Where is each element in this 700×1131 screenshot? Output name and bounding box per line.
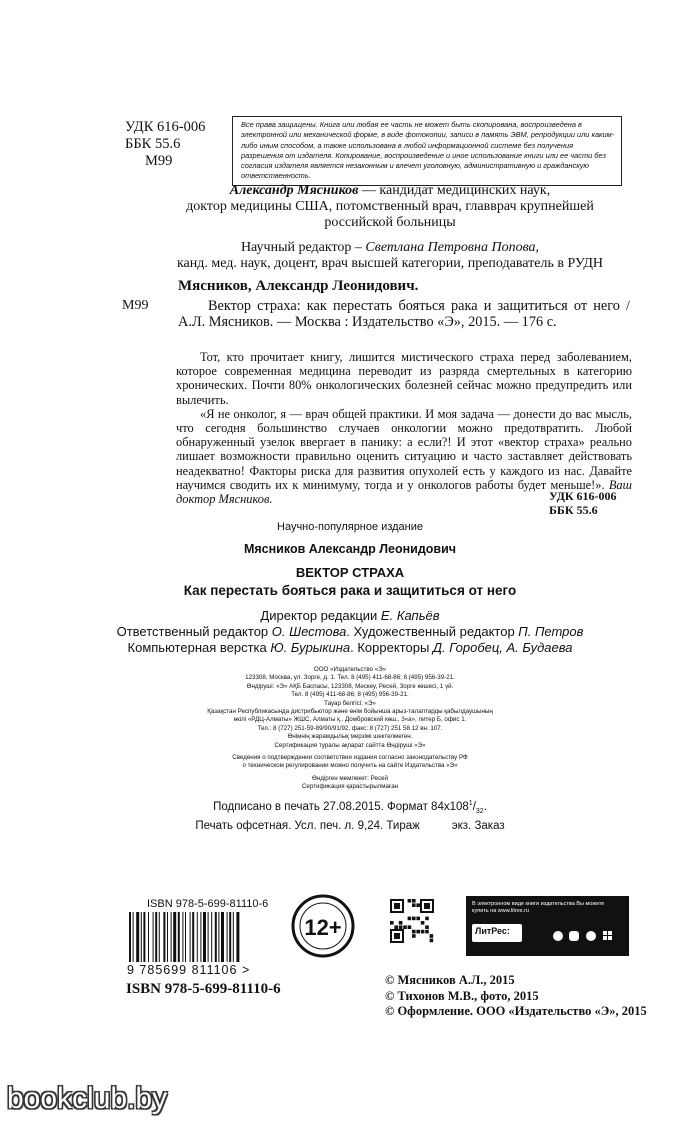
publisher-info: ООО «Издательство «Э» 123308, Москва, ул. Зорге, д. 1. Тел. 8 (495) 411-68-86; 8 (495) 956-39-21. Өндіруші: «Э» АҚБ Баспасы, 123308, Мәскеу, Ресей, Зорге көшесі, 1 үй. Тел. 8 (495) 411-68-86; 8 (495) 956-39-21. Тауар белгісі: «Э» Қазақстан Республикасында дистрибьютор және өнім бойынша арыз-талаптарды қабылдаушының өкілі «РДЦ-Алматы» ЖШС, Алматы қ., Домбровский көш., 3«а», литер Б, офис 1. Тел.: 8 (727) 251-59-89/90/91/92, факс: 8 (727) 251 58 12 вн. 107. Өнімнің жарамдылық мерзімі шектелмеген. Сертификация туралы ақпарат сайтта Өндіруші «Э» Сведения о подтверждении соответствия издания согласно законодательству РФ о техническом регулировании можно получить на сайте Издательства «Э» Өндірген мемлекет: Ресей Сертификация қарастырылмаған [207,666,493,791]
isbn-small: ISBN 978-5-699-81110-6 [147,898,269,910]
windows-phone-icon [586,931,596,941]
age-rating-icon [290,893,356,959]
copyright-line: © Тихонов М.В., фото, 2015 [385,988,539,1003]
barcode-bar [136,912,139,962]
litres-banner[interactable] [466,896,629,956]
barcode-bar [211,912,212,962]
udk-code: УДК 616-006 [125,119,206,135]
barcode-bar [227,912,228,962]
barcode-bar [215,912,217,962]
barcode-bar [208,912,209,962]
barcode-bar [190,912,191,962]
catalog-heading: Мясников, Александр Леонидович. [178,278,419,294]
catalog-text: Вектор страха: как перестать бояться рака и защититься от него / А.Л. Мясников. — Москва : Издательство «Э», 2015. — 176 с. [178,298,630,330]
qr-code [384,893,440,958]
barcode-bar [171,912,172,962]
barcode-bar [236,912,239,962]
barcode-bar [178,912,180,962]
annotation-signature: Ваш доктор Мясников. [176,477,632,507]
age-rating-text: 12+ [304,915,342,940]
barcode-bar [159,912,160,962]
barcode-bar [192,912,194,962]
author-mark: М99 [145,153,173,169]
udk-block-bottom: УДК 616-006 ББК 55.6 [549,489,617,517]
barcode-graphic [127,912,267,962]
print-info: Подписано в печать 27.08.2015. Формат $84х108^1/_{32}$. Печать офсетная. Усл. печ. л. 9,24. Тираж экз. Заказ [195,800,505,833]
qr-code-icon [384,893,440,953]
barcode-bar [218,912,219,962]
copyright-line: © Оформление. ООО «Издательство «Э», 2015 [385,1004,647,1018]
author-full-name: Мясников Александр Леонидович [243,542,457,556]
barcode-bar [155,912,157,962]
staff-credits: Директор редакции Е. Капьёв Ответственный редактор О. Шестова. Художественный редактор П. Петров Компьютерная верстка Ю. Бурыкина. Корректоры Д. Горобец, А. Будаева [116,608,584,655]
book-title: ВЕКТОР СТРАХА [295,565,405,580]
barcode-bar [143,912,145,962]
annotation-paragraph-2: «Я не онколог, я — врач общей практики. И моя задача — донести до вас мысль, что сегодня большинство случаев онкологии можно предотвратить. Любой обнаруженный узелок ввергает в панику: а если?! И этот «вектор страха» реально лишает возможности правильно оценить ситуацию и часто заставляет действовать неадекватно! Факторы риска для развития опухолей есть у каждого из нас. Давайте научимся сводить их к минимуму, тогда и у онкологов работы будет меньше!». Ваш доктор Мясников. [176,406,632,507]
isbn-large: ISBN 978-5-699-81110-6 [126,981,281,997]
age-rating-badge [290,893,356,964]
barcode-bar [167,912,168,962]
editor-name: Светлана Петровна Попова, [365,240,540,255]
android-icon [569,931,579,941]
barcode [127,912,267,967]
barcode-digits: 9 785699 811106 > [127,963,251,977]
barcode-bar [163,912,165,962]
annotation [176,350,632,506]
copyright-block [385,973,647,1020]
barcode-bar [182,912,183,962]
barcode-bar [153,912,154,962]
apple-icon [553,931,563,941]
barcode-bar [229,912,231,962]
barcode-bar [129,912,131,962]
rights-notice: Все права защищены. Книга или любая ее часть не может быть скопирована, воспроизведена в электронной или механической форме, в виде фотокопии, записи в память ЭВМ, репродукции или каким-либо иным способом, а также использована в любой информационной системе без получения разрешения от издателя. Копирование, воспроизведение и иное использование книги или ее части без согласия издателя является незаконным и влечет уголовную, административную и гражданскую ответственность. [232,116,622,186]
barcode-bar [148,912,149,962]
barcode-bar [133,912,134,962]
litres-logo: ЛитРес: [472,924,522,942]
catalog-code: М99 [122,298,149,313]
edition-type: Научно-популярное издание [277,521,423,533]
udk-block-top [125,119,205,170]
bbk-code: ББК 55.6 [125,136,181,152]
litres-text: В электронном виде книги издательства Вы можете купить на www.litres.ru [472,901,605,914]
author-name: Александр Мясников [229,183,359,198]
barcode-bar [233,912,234,962]
barcode-bar [173,912,176,962]
scientific-editor: Научный редактор – Светлана Петровна Попова, канд. мед. наук, доцент, врач высшей категории, преподаватель в РУДН [176,240,604,271]
barcode-bar [141,912,142,962]
barcode-bar [203,912,206,962]
barcode-bar [200,912,201,962]
barcode-bar [197,912,198,962]
author-info: Александр Мясников — кандидат медицинских наук, доктор медицины США, потомственный врач, главврач крупнейшей российской больницы [186,183,594,230]
copyright-line: © Мясников А.Л., 2015 [385,973,515,987]
barcode-bar [185,912,186,962]
platform-icons [551,928,621,942]
barcode-bar [221,912,224,962]
platform-icons-graphic [551,928,621,942]
book-subtitle: Как перестать бояться рака и защититься от него [183,583,517,598]
annotation-paragraph-1: Тот, кто прочитает книгу, лишится мистического страха перед заболеванием, которое современная медицина переводит из разряда смертельных в категорию хронических. Почти 80% онкологических болезней сейчас можно предупредить или вылечить. [176,350,632,407]
watermark: bookclub.by [7,1082,168,1115]
